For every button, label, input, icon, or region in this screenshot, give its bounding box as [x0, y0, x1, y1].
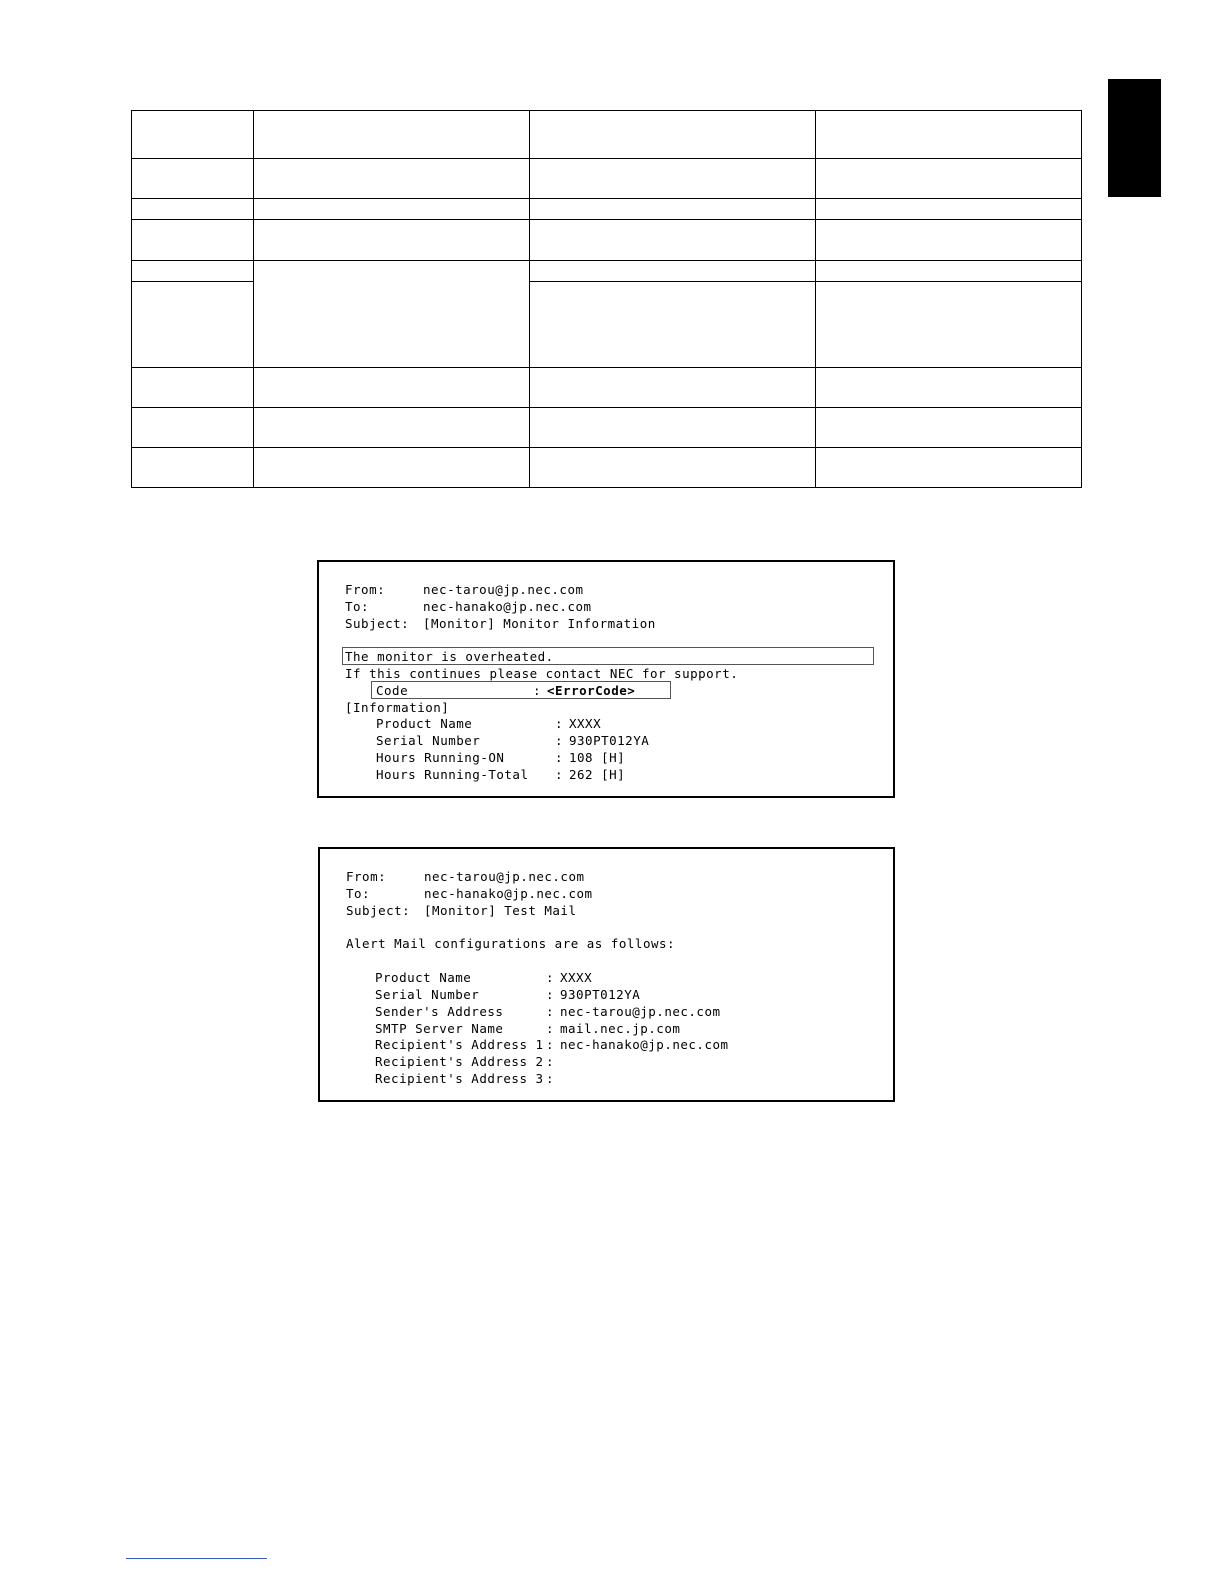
table-cell [254, 220, 530, 261]
table-cell [132, 159, 254, 199]
config-label: Product Name [375, 970, 472, 985]
table-row [132, 220, 1082, 261]
config-separator: : [546, 1021, 555, 1036]
table-cell [254, 199, 530, 220]
table-row [132, 408, 1082, 448]
config-label: Serial Number [375, 987, 480, 1002]
subject-label: Subject: [346, 903, 411, 918]
config-value: nec-tarou@jp.nec.com [560, 1004, 721, 1019]
config-label: SMTP Server Name [375, 1021, 504, 1036]
table-cell [530, 261, 816, 282]
error-code: <ErrorCode> [547, 683, 636, 698]
config-separator: : [546, 1037, 555, 1052]
table-header-row [132, 111, 1082, 159]
alert-conditions-table [131, 110, 1082, 488]
table-cell [816, 199, 1082, 220]
config-separator: : [546, 1054, 555, 1069]
config-value: XXXX [560, 970, 593, 985]
table-row [132, 448, 1082, 488]
info-separator: : [555, 716, 564, 731]
table-cell [132, 368, 254, 408]
alert-mail-example [317, 560, 895, 798]
table-cell [132, 111, 254, 159]
table-cell [530, 199, 816, 220]
support-line: If this continues please contact NEC for support. [345, 666, 739, 681]
table-cell [132, 282, 254, 368]
config-intro: Alert Mail configurations are as follows: [346, 936, 676, 951]
subject-label: Subject: [345, 616, 410, 631]
subject-value: [Monitor] Monitor Information [423, 616, 656, 631]
info-value: 262 [H] [569, 767, 626, 782]
from-label: From: [346, 869, 387, 884]
config-value: nec-hanako@jp.nec.com [560, 1037, 729, 1052]
to-value: nec-hanako@jp.nec.com [424, 886, 593, 901]
info-value: 108 [H] [569, 750, 626, 765]
table-cell [816, 282, 1082, 368]
table-cell [132, 220, 254, 261]
table-cell [530, 111, 816, 159]
table-cell [816, 261, 1082, 282]
section-tab-marker [1108, 79, 1161, 197]
to-label: To: [345, 599, 370, 614]
table-cell [254, 111, 530, 159]
footnote-rule [126, 1558, 267, 1559]
test-mail-example [318, 847, 895, 1102]
table-cell [816, 159, 1082, 199]
table-row [132, 368, 1082, 408]
code-label: Code [376, 683, 409, 698]
table-cell [816, 368, 1082, 408]
table-row [132, 199, 1082, 220]
to-value: nec-hanako@jp.nec.com [423, 599, 592, 614]
alert-message: The monitor is overheated. [345, 649, 554, 664]
table-cell [530, 220, 816, 261]
table-cell [816, 111, 1082, 159]
info-label: Hours Running-ON [376, 750, 505, 765]
table-cell [530, 408, 816, 448]
table-cell [254, 159, 530, 199]
config-value: mail.nec.jp.com [560, 1021, 681, 1036]
info-separator: : [555, 750, 564, 765]
table-cell [132, 199, 254, 220]
from-value: nec-tarou@jp.nec.com [424, 869, 585, 884]
from-value: nec-tarou@jp.nec.com [423, 582, 584, 597]
code-separator: : [533, 683, 542, 698]
info-label: Hours Running-Total [376, 767, 529, 782]
table-cell [254, 448, 530, 488]
config-separator: : [546, 970, 555, 985]
table-cell [816, 448, 1082, 488]
table-cell [530, 282, 816, 368]
subject-value: [Monitor] Test Mail [424, 903, 577, 918]
table-cell [132, 408, 254, 448]
config-label: Recipient's Address 1 [375, 1037, 544, 1052]
info-value: 930PT012YA [569, 733, 650, 748]
table-cell-merged [254, 261, 530, 368]
config-separator: : [546, 1004, 555, 1019]
table-cell [254, 408, 530, 448]
from-label: From: [345, 582, 386, 597]
table-row [132, 261, 1082, 282]
table-cell [530, 159, 816, 199]
info-label: Product Name [376, 716, 473, 731]
info-separator: : [555, 767, 564, 782]
table-cell [254, 368, 530, 408]
info-separator: : [555, 733, 564, 748]
table-cell [816, 408, 1082, 448]
config-label: Recipient's Address 2 [375, 1054, 544, 1069]
config-separator: : [546, 987, 555, 1002]
config-label: Sender's Address [375, 1004, 504, 1019]
table-cell [530, 368, 816, 408]
table-cell [132, 261, 254, 282]
table-row [132, 159, 1082, 199]
config-separator: : [546, 1071, 555, 1086]
info-value: XXXX [569, 716, 602, 731]
config-value: 930PT012YA [560, 987, 641, 1002]
info-label: Serial Number [376, 733, 481, 748]
config-label: Recipient's Address 3 [375, 1071, 544, 1086]
information-header: [Information] [345, 700, 450, 715]
table-cell [816, 220, 1082, 261]
table-cell [132, 448, 254, 488]
table-cell [530, 448, 816, 488]
to-label: To: [346, 886, 371, 901]
